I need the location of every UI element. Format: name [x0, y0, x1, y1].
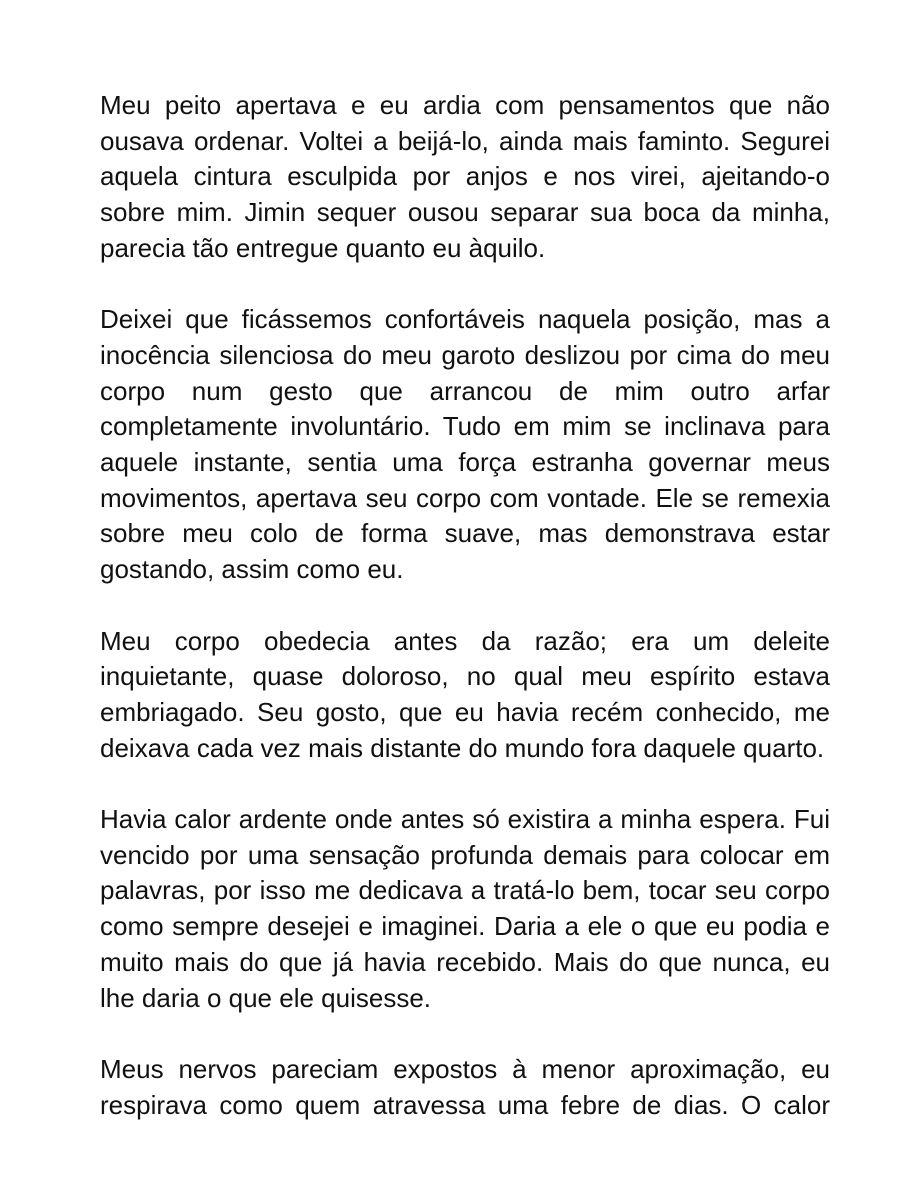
paragraph-5: Meus nervos pareciam expostos à menor aproximação, eu respirava como quem atravessa uma febre de dias. O calor — [100, 1053, 830, 1120]
paragraph-4: Havia calor ardente onde antes só existira a minha espera. Fui vencido por uma sensação profunda demais para colocar em palavras, por isso me dedicava a tratá-lo bem, tocar seu corpo como sempre desejei e imaginei. Daria a ele o que eu podia e muito mais do que já havia recebido. Mais do que nunca, eu lhe daria o que ele quisesse. — [100, 804, 830, 1013]
paragraph-1: Meu peito apertava e eu ardia com pensamentos que não ousava ordenar. Voltei a beijá-lo, ainda mais faminto. Segurei aquela cintura esculpida por anjos e nos virei, ajeitando-o sobre mim. Jimin sequer ousou separar sua boca da minha, parecia tão entregue quanto eu àquilo. — [100, 90, 830, 263]
body-text — [100, 88, 830, 1159]
paragraph-2: Deixei que ficássemos confortáveis naquela posição, mas a inocência silenciosa do meu garoto deslizou por cima do meu corpo num gesto que arrancou de mim outro arfar completamente involuntário. Tudo em mim se inclinava para aquele instante, sentia uma força estranha governar meus movimentos, apertava seu corpo com vontade. Ele se remexia sobre meu colo de forma suave, mas demonstrava estar gostando, assim como eu. — [100, 304, 830, 585]
paragraph-3: Meu corpo obedecia antes da razão; era um deleite inquietante, quase doloroso, no qual meu espírito estava embriagado. Seu gosto, que eu havia recém conhecido, me deixava cada vez mais distante do mundo fora daquele quarto. — [100, 625, 830, 763]
